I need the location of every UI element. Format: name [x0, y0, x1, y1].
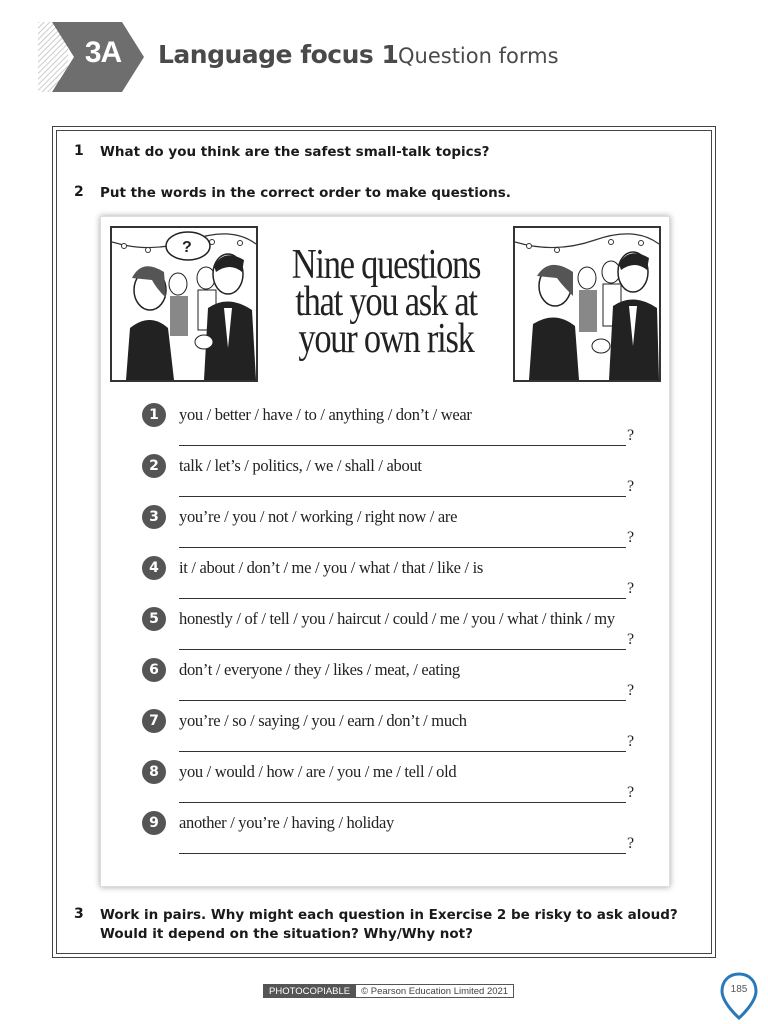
people-talking-illustration-left — [110, 226, 258, 382]
answer-line[interactable] — [179, 598, 626, 599]
question-number-badge: 8 — [142, 760, 166, 784]
card-title-line-1: Nine questions — [291, 242, 481, 288]
exercise-2-number: 2 — [74, 184, 84, 200]
question-number-badge: 5 — [142, 607, 166, 631]
question-mark: ? — [627, 580, 635, 597]
question-mark: ? — [627, 631, 635, 648]
question-number-badge: 6 — [142, 658, 166, 682]
page-subtitle: Question forms — [398, 44, 559, 68]
question-mark: ? — [627, 733, 635, 750]
exercise-3-line-1: Work in pairs. Why might each question in Exercise 2 be risky to ask aloud? — [100, 907, 678, 923]
card-title-line-2: that you ask at — [295, 279, 477, 325]
question-words: another / you’re / having / holiday — [179, 813, 394, 832]
answer-line[interactable] — [179, 649, 626, 650]
answer-line[interactable] — [179, 751, 626, 752]
question-mark: ? — [627, 529, 635, 546]
question-words: you’re / you / not / working / right now / are — [179, 507, 458, 526]
question-number-badge: 4 — [142, 556, 166, 580]
photocopiable-label: PHOTOCOPIABLE — [263, 984, 356, 998]
question-mark: ? — [627, 784, 635, 801]
exercise-3-line-2: Would it depend on the situation? Why/Why not? — [100, 926, 473, 942]
unit-label: 3A — [84, 36, 122, 69]
answer-line[interactable] — [179, 496, 626, 497]
people-talking-illustration-right — [513, 226, 661, 382]
answer-line[interactable] — [179, 853, 626, 854]
question-words: you / would / how / are / you / me / tell / old — [179, 762, 457, 781]
question-words: honestly / of / tell / you / haircut / could / me / you / what / think / my — [179, 609, 615, 628]
exercise-3-number: 3 — [74, 906, 84, 922]
svg-text:?: ? — [182, 239, 192, 256]
card-title — [284, 242, 489, 362]
question-number-badge: 3 — [142, 505, 166, 529]
question-words: it / about / don’t / me / you / what / that / like / is — [179, 558, 484, 577]
answer-line[interactable] — [179, 445, 626, 446]
question-mark: ? — [627, 478, 635, 495]
page-number: 185 — [730, 984, 748, 995]
question-mark: ? — [627, 682, 635, 699]
question-number-badge: 9 — [142, 811, 166, 835]
question-words: talk / let’s / politics, / we / shall / about — [179, 456, 422, 475]
question-mark: ? — [627, 835, 635, 852]
footer-copyright — [263, 984, 514, 998]
question-number-badge: 1 — [142, 403, 166, 427]
answer-line[interactable] — [179, 547, 626, 548]
card-title-line-3: your own risk — [298, 316, 474, 362]
answer-line[interactable] — [179, 802, 626, 803]
answer-line[interactable] — [179, 700, 626, 701]
question-words: you’re / so / saying / you / earn / don’t / much — [179, 711, 467, 730]
question-mark: ? — [627, 427, 635, 444]
question-words: don’t / everyone / they / likes / meat, / eating — [179, 660, 460, 679]
question-words: you / better / have / to / anything / don’t / wear — [179, 405, 472, 424]
exercise-3-text — [100, 906, 678, 944]
question-number-badge: 2 — [142, 454, 166, 478]
exercise-1-number: 1 — [74, 143, 84, 159]
questions-card — [100, 216, 670, 887]
exercise-2-text: Put the words in the correct order to make questions. — [100, 185, 511, 201]
copyright-text: © Pearson Education Limited 2021 — [356, 984, 514, 998]
question-number-badge: 7 — [142, 709, 166, 733]
exercise-1-text: What do you think are the safest small-talk topics? — [100, 144, 490, 160]
page-number-pin-icon — [720, 972, 758, 1020]
page-title: Language focus 1 — [158, 40, 399, 69]
